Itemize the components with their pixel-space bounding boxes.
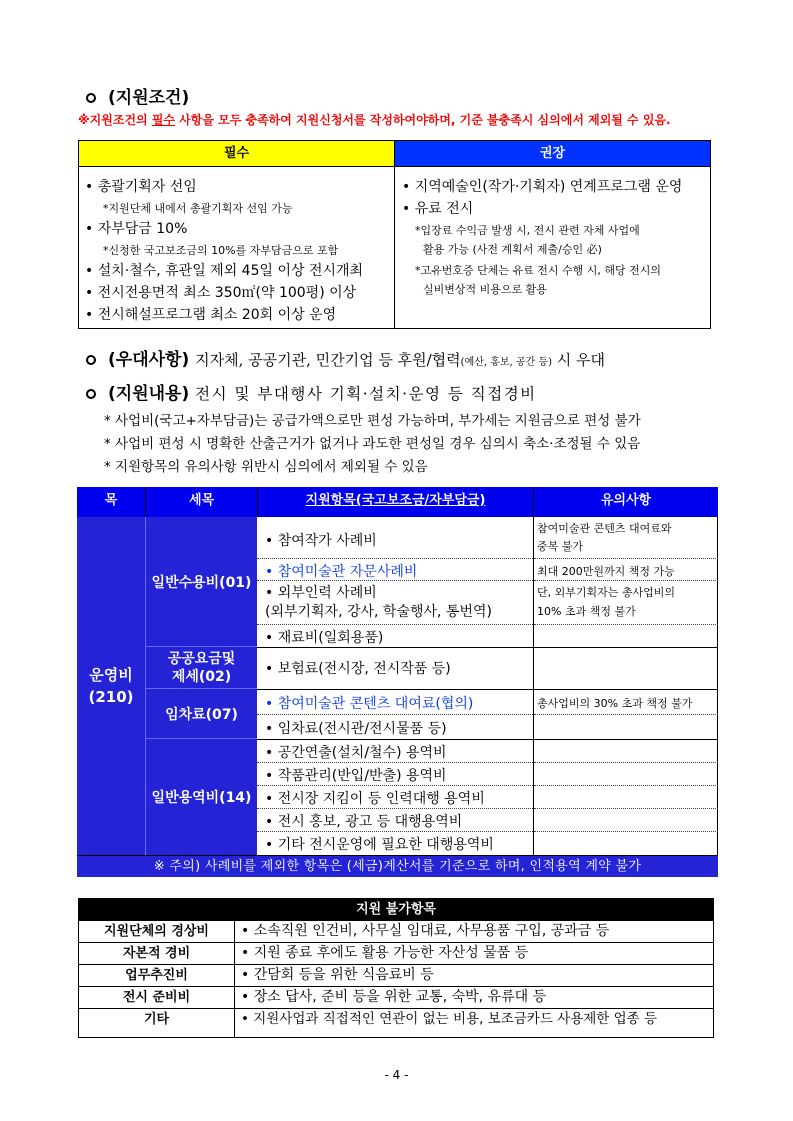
conditions-warning: ※지원조건의 필수 사항을 모두 충족하여 지원신청서를 작성하여야하며, 기준 불충족시 심의에서 제외될 수 있음.	[78, 113, 671, 127]
note-cell-empty	[534, 786, 718, 809]
excluded-value: • 지원 종료 후에도 활용 가능한 자산성 물품 등	[235, 942, 713, 964]
excluded-label: 자본적 경비	[79, 942, 235, 964]
required-header: 필수	[79, 141, 395, 167]
recommended-note: 실비변상적 비용으로 활용	[423, 283, 547, 296]
excluded-label: 업무추진비	[79, 964, 235, 986]
conditions-table	[78, 140, 711, 329]
item-row: • 기타 전시운영에 필요한 대행용역비	[265, 837, 494, 853]
header-notes: 유의사항	[533, 487, 718, 517]
category-operating-cost: 운영비 (210)	[77, 517, 145, 855]
preference-suffix: 시 우대	[552, 351, 606, 369]
excluded-label: 지원단체의 경상비	[79, 920, 235, 942]
item-row: • 외부인력 사례비 (외부기획자, 강사, 학술행사, 통번역)	[257, 581, 533, 625]
recommended-note: 활용 가능 (사전 계획서 제출/승인 必)	[423, 243, 602, 256]
item-row: • 작품관리(반입/반출) 용역비	[257, 763, 533, 786]
header-semok: 세목	[145, 487, 257, 517]
recommended-item: • 유료 전시	[402, 201, 474, 217]
table-footer-note: ※ 주의) 사례비를 제외한 항목은 (세금)계산서를 기준으로 하며, 인적용역 계약 불가	[77, 855, 718, 877]
content-note: * 사업비 편성 시 명확한 산출근거가 없거나 과도한 편성일 경우 심의시 축소·조정될 수 있음	[104, 436, 641, 452]
item-row: • 재료비(일회용품)	[265, 630, 384, 646]
note-cell: 최대 200만원까지 책정 가능	[534, 559, 718, 581]
excluded-value: • 지원사업과 직접적인 연관이 없는 비용, 보조금카드 사용제한 업종 등	[235, 1008, 713, 1037]
note-cell-empty	[534, 763, 718, 786]
section-title-preference: (우대사항) 지자체, 공공기관, 민간기업 등 후원/협력(예산, 홍보, 공간 등) 시 우대	[86, 345, 605, 370]
recommended-header: 권장	[395, 141, 710, 167]
section-title-content: (지원내용) 전시 및 부대행사 기획·설치·운영 등 직접경비	[86, 379, 537, 404]
group-public-charges: 공공요금및 제세(02)	[145, 647, 257, 689]
item-row-highlight: • 참여미술관 자문사례비	[257, 559, 533, 581]
content-note: * 사업비(국고+자부담금)는 공급가액으로만 편성 가능하며, 부가세는 지원금으로 편성 불가	[104, 413, 641, 429]
column-divider	[394, 167, 395, 329]
note-cell: 단, 외부기획자는 총사업비의 10% 초과 책정 불가	[534, 581, 718, 625]
budget-table	[77, 487, 718, 877]
note-cell: 참여미술관 콘텐츠 대여료와 중복 불가	[534, 517, 718, 559]
note-cell: 총사업비의 30% 초과 책정 불가	[534, 690, 718, 715]
required-note: *지원단체 내에서 총괄기획자 선임 가능	[103, 202, 293, 215]
recommended-item: • 지역예술인(작가·기획자) 연계프로그램 운영	[402, 179, 683, 195]
item-row: • 참여작가 사례비	[257, 517, 533, 559]
required-item: • 전시해설프로그램 최소 20회 이상 운영	[85, 307, 337, 323]
item-row: • 전시 홍보, 광고 등 대행용역비	[257, 809, 533, 832]
recommended-note: *고유번호증 단체는 유료 전시 수행 시, 해당 전시의	[415, 264, 661, 277]
excluded-value: • 장소 답사, 준비 등을 위한 교통, 숙박, 유류대 등	[235, 986, 713, 1008]
page-number: - 4 -	[384, 1068, 409, 1082]
required-item: • 총괄기획자 선임	[85, 179, 197, 195]
required-note: *신청한 국고보조금의 10%를 자부담금으로 포함	[103, 244, 339, 257]
content-note: * 지원항목의 유의사항 위반시 심의에서 제외될 수 있음	[104, 459, 428, 475]
group-service-cost: 일반용역비(14)	[145, 739, 257, 855]
header-mok: 목	[77, 487, 145, 517]
item-row-highlight: • 참여미술관 콘텐츠 대여료(협의)	[257, 690, 533, 715]
item-row: • 공간연출(설치/철수) 용역비	[257, 740, 533, 763]
recommended-note: *입장료 수익금 발생 시, 전시 관련 자체 사업에	[415, 224, 640, 237]
preference-text: 지자체, 공공기관, 민간기업 등 후원/협력	[195, 351, 461, 369]
item-row: • 임차료(전시관/전시물품 등)	[265, 721, 447, 737]
section-title-conditions: (지원조건)	[86, 83, 189, 108]
content-text: 전시 및 부대행사 기획·설치·운영 등 직접경비	[195, 385, 537, 403]
required-item: • 자부담금 10%	[85, 221, 188, 237]
preference-small: (예산, 홍보, 공간 등)	[460, 357, 552, 368]
excluded-value: • 간담회 등을 위한 식음료비 등	[235, 964, 713, 986]
excluded-table-title: 지원 불가항목	[79, 899, 713, 920]
note-cell-empty	[534, 740, 718, 763]
note-cell-empty	[534, 809, 718, 832]
required-item: • 전시전용면적 최소 350㎡(약 100평) 이상	[85, 285, 357, 301]
item-row: • 전시장 지킴이 등 인력대행 용역비	[257, 786, 533, 809]
item-row: • 보험료(전시장, 전시작품 등)	[265, 661, 451, 677]
excluded-items-table	[78, 898, 714, 1038]
excluded-label: 기타	[79, 1008, 235, 1037]
circle-bullet-icon	[86, 93, 96, 103]
group-rent: 임차료(07)	[145, 689, 257, 739]
header-items: 지원항목(국고보조금/자부담금)	[257, 487, 533, 517]
circle-bullet-icon	[86, 389, 96, 399]
group-general-expense: 일반수용비(01)	[145, 517, 257, 647]
required-item: • 설치·철수, 휴관일 제외 45일 이상 전시개최	[85, 263, 364, 279]
excluded-label: 전시 준비비	[79, 986, 235, 1008]
circle-bullet-icon	[86, 355, 96, 365]
excluded-value: • 소속직원 인건비, 사무실 임대료, 사무용품 구입, 공과금 등	[235, 920, 713, 942]
